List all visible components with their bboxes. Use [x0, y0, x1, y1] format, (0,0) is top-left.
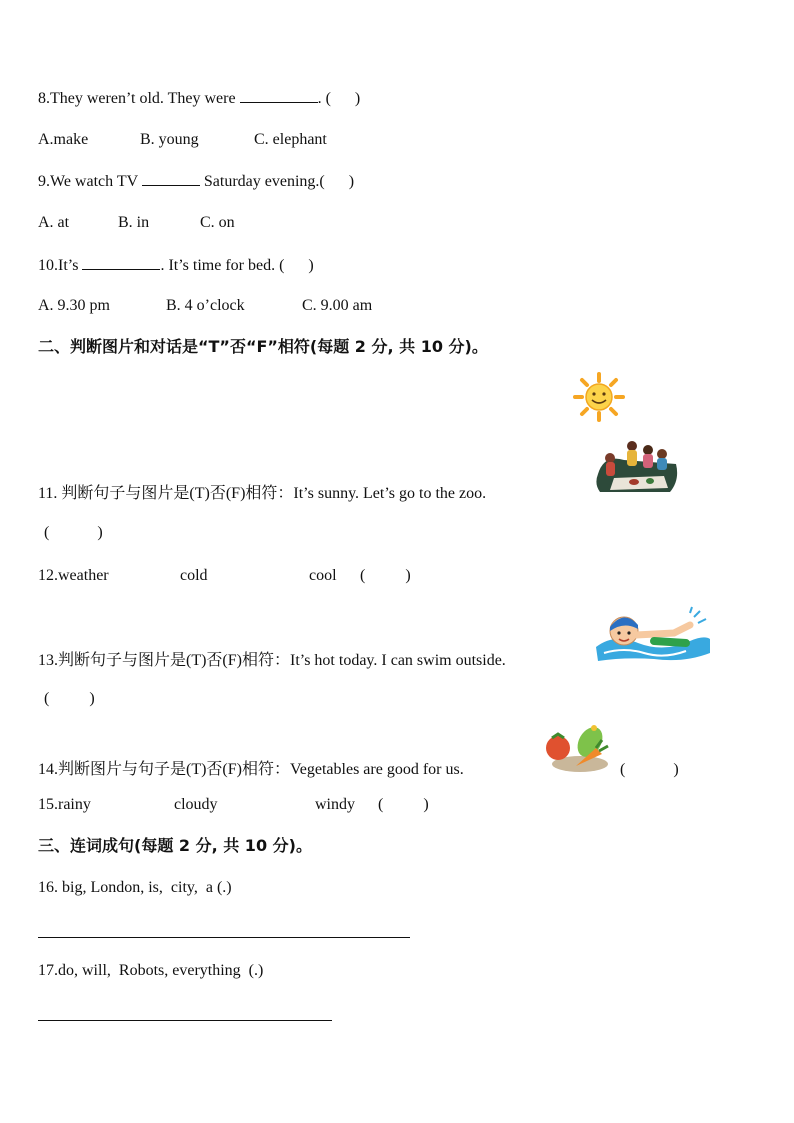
question-14: 14.判断图片与句子是(T)否(F)相符：Vegetables are good for us. — [38, 761, 464, 778]
word: 15.rainy — [38, 796, 91, 813]
question-9: 9.We watch TV Saturday evening.( ) — [38, 173, 355, 190]
question-8: 8.They weren’t old. They were . ( ) — [38, 90, 361, 107]
answer-line[interactable] — [38, 937, 410, 938]
word: windy — [315, 796, 355, 813]
word: cloudy — [174, 796, 218, 813]
answer-parentheses[interactable]: ( ) — [44, 524, 103, 541]
section-3-heading: 三、连词成句(每题 2 分, 共 10 分)。 — [38, 836, 312, 855]
answer-parentheses[interactable]: ( ) — [620, 761, 679, 778]
word: cold — [180, 567, 208, 584]
question-11: 11. 判断句子与图片是(T)否(F)相符：It’s sunny. Let’s go to the zoo. — [38, 485, 487, 502]
option-a: A. at — [38, 214, 70, 231]
swimmer-icon — [594, 603, 712, 665]
question-16: 16. big, London, is, city, a (.) — [38, 879, 232, 896]
option-c: C. on — [200, 214, 235, 231]
section-2-heading: 二、判断图片和对话是“T”否“F”相符(每题 2 分, 共 10 分)。 — [38, 337, 488, 356]
option-c: C. 9.00 am — [302, 297, 373, 314]
sun-icon — [572, 372, 626, 422]
answer-blank[interactable] — [142, 171, 200, 186]
answer-parentheses[interactable]: ( ) — [44, 690, 95, 707]
question-13: 13.判断句子与图片是(T)否(F)相符：It’s hot today. I can swim outside. — [38, 652, 506, 669]
question-17: 17.do, will, Robots, everything (.) — [38, 962, 264, 979]
option-b: B. young — [140, 131, 199, 148]
word: 12.weather — [38, 567, 109, 584]
option-c: C. elephant — [254, 131, 327, 148]
option-b: B. in — [118, 214, 150, 231]
vegetables-icon — [542, 722, 614, 774]
picnic-icon — [594, 434, 680, 496]
question-10: 10.It’s . It’s time for bed. ( ) — [38, 257, 314, 274]
answer-parentheses[interactable]: ( ) — [360, 567, 411, 584]
answer-blank[interactable] — [82, 255, 160, 270]
option-a: A.make — [38, 131, 89, 148]
option-a: A. 9.30 pm — [38, 297, 110, 314]
answer-parentheses[interactable]: ( ) — [378, 796, 429, 813]
word: cool — [309, 567, 337, 584]
option-b: B. 4 o’clock — [166, 297, 245, 314]
answer-line[interactable] — [38, 1020, 332, 1021]
answer-blank[interactable] — [240, 88, 318, 103]
